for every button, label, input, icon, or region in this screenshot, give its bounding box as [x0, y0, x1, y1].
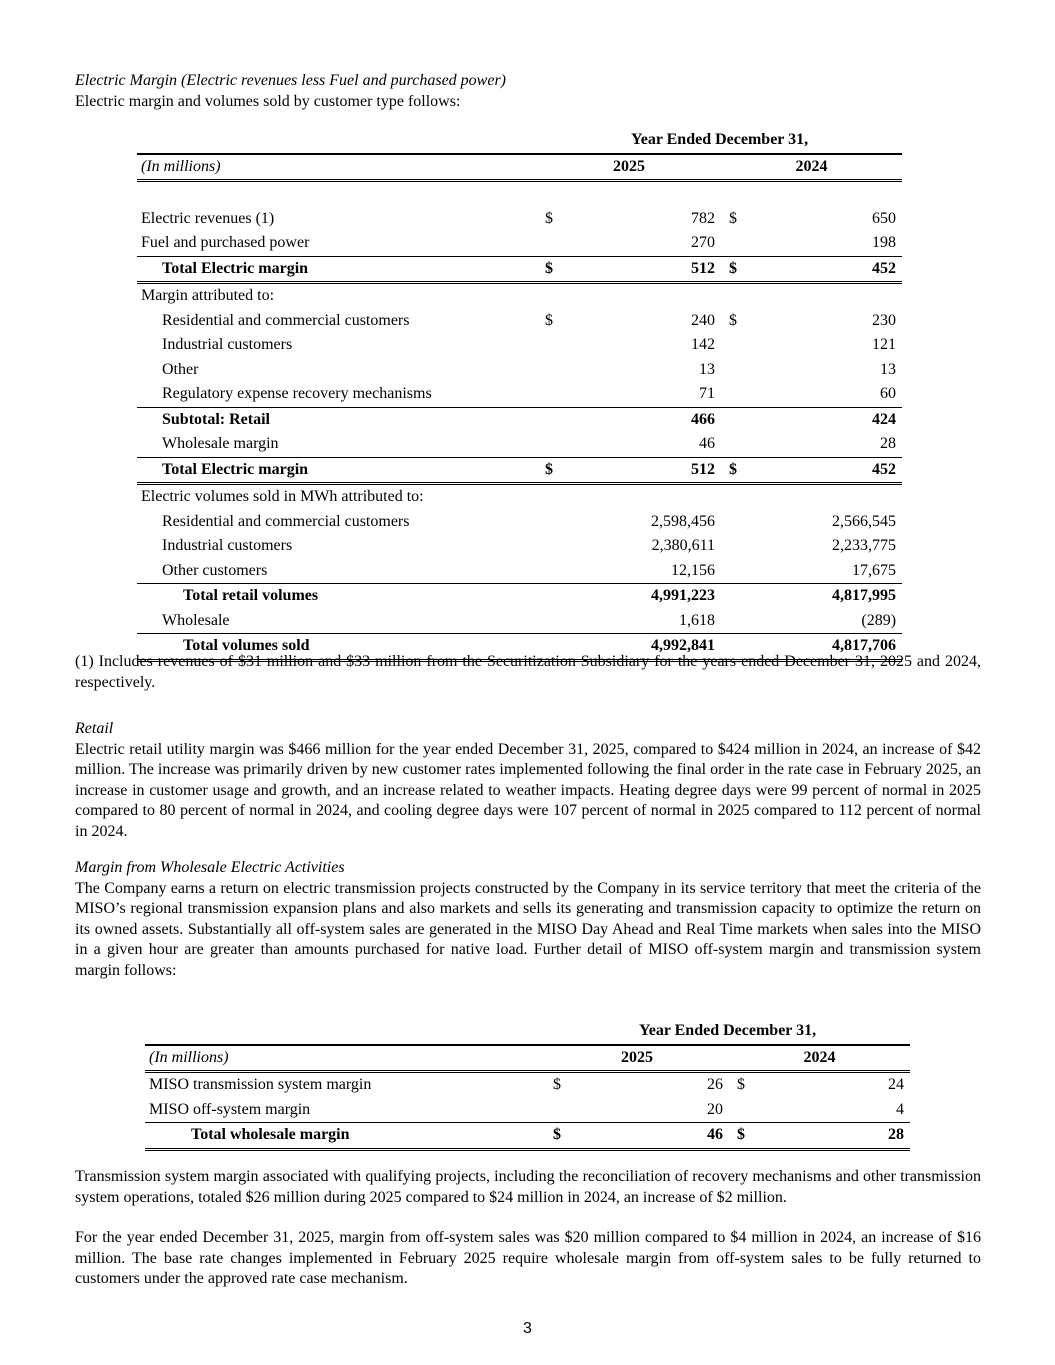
- table-body: [145, 1072, 910, 1150]
- value-prior-year: 452: [741, 256, 902, 283]
- retail-text: Electric retail utility margin was $466 million for the year ended December 31, 2025, compared to $424 million in 2024, an increase of $42 million. The increase was primarily driven by new customer rates implemented following the final order in the rate case in February 2025, an increase in customer usage and growth, and an increase related to weather impacts. Heating degree days were 99 percent of normal in 2025 compared to 80 percent of normal in 2024, and cooling degree days were 107 percent of normal in 2025 compared to 112 percent of normal in 2024.: [75, 740, 981, 840]
- value-current-year: 4,991,223: [557, 584, 721, 609]
- row-label: [137, 181, 537, 207]
- currency-symbol: [537, 358, 557, 383]
- table-row: [137, 510, 902, 535]
- value-current-year: 20: [707, 1100, 723, 1118]
- period-header: Year Ended December 31,: [545, 1019, 910, 1045]
- row-label: Electric volumes sold in MWh attributed to:: [141, 488, 424, 505]
- value-current-year: 512: [557, 457, 721, 484]
- value-prior-year: 28: [880, 435, 897, 452]
- currency-symbol: [721, 584, 741, 609]
- value-prior-year: 4,817,706: [741, 634, 902, 661]
- currency-symbol: [537, 181, 557, 207]
- table-row: [137, 309, 902, 334]
- value-prior-year: 28: [749, 1123, 910, 1150]
- table-row: [137, 283, 902, 309]
- currency-symbol: $: [537, 256, 557, 283]
- value-current-year: 512: [557, 256, 721, 283]
- value-current-year: 2,598,456: [651, 512, 715, 530]
- table-row: [137, 559, 902, 584]
- table-row: [137, 207, 902, 232]
- year-header-1: 2025: [537, 154, 721, 181]
- currency-symbol: [721, 432, 741, 457]
- year-header-1: 2025: [545, 1045, 729, 1072]
- row-label: Other: [162, 360, 199, 378]
- table-row: [137, 609, 902, 634]
- row-label: Total retail volumes: [137, 584, 537, 609]
- row-label: Total Electric margin: [137, 256, 537, 283]
- currency-symbol: [721, 382, 741, 407]
- value-prior-year: [741, 181, 902, 207]
- currency-symbol: [537, 609, 557, 634]
- intro-text: Electric margin and volumes sold by customer type follows:: [75, 92, 461, 110]
- table-row: [145, 1123, 910, 1150]
- currency-symbol: [537, 559, 557, 584]
- currency-symbol: [537, 382, 557, 407]
- currency-symbol: [537, 510, 557, 535]
- table-row: [145, 1072, 910, 1098]
- footnote: (1) Includes revenues of $31 million and $33 million from the Securitization Subsidiary for the years ended December 31, 2025 and 2024, respectively.: [75, 653, 981, 691]
- row-label: Industrial customers: [162, 336, 293, 353]
- currency-symbol: [721, 358, 741, 383]
- value-current-year: 4,992,841: [557, 634, 721, 661]
- row-label: Total volumes sold: [137, 634, 537, 661]
- value-prior-year: (289): [861, 611, 897, 629]
- value-current-year: 71: [699, 385, 715, 402]
- value-prior-year: 2,233,775: [832, 537, 897, 554]
- value-current-year: 782: [691, 209, 715, 227]
- currency-symbol: [721, 283, 741, 309]
- year-header-2: 2024: [729, 1045, 910, 1072]
- row-label: Wholesale margin: [162, 435, 279, 452]
- row-label: Fuel and purchased power: [141, 234, 310, 251]
- value-prior-year: [741, 484, 902, 510]
- row-label: Electric revenues (1): [141, 209, 275, 227]
- wholesale-section: [75, 858, 981, 981]
- period-header: Year Ended December 31,: [537, 128, 902, 154]
- currency-symbol: $: [729, 1123, 749, 1150]
- currency-symbol: [721, 484, 741, 510]
- table-row: [137, 407, 902, 432]
- table-row: [137, 457, 902, 484]
- value-current-year: 142: [691, 336, 715, 353]
- table-row: [137, 534, 902, 559]
- row-label: Margin attributed to:: [141, 287, 275, 304]
- table-row: [137, 584, 902, 609]
- currency-symbol: $: [537, 457, 557, 484]
- value-prior-year: 13: [880, 360, 897, 378]
- value-prior-year: 4: [896, 1100, 905, 1118]
- currency-symbol: [537, 333, 557, 358]
- table-row: [137, 256, 902, 283]
- value-current-year: 270: [691, 234, 715, 251]
- retail-section: [75, 719, 981, 842]
- currency-symbol: $: [729, 209, 737, 227]
- value-prior-year: 4,817,995: [741, 584, 902, 609]
- currency-symbol: [537, 534, 557, 559]
- currency-symbol: [721, 609, 741, 634]
- year-header-2: 2024: [721, 154, 902, 181]
- currency-symbol: [537, 484, 557, 510]
- value-prior-year: 230: [872, 311, 897, 329]
- currency-symbol: $: [545, 1123, 565, 1150]
- wholesale-margin-table: [145, 1019, 910, 1151]
- currency-symbol: [537, 407, 557, 432]
- table-row: [137, 382, 902, 407]
- table-row: [137, 231, 902, 256]
- table-row: [137, 333, 902, 358]
- currency-symbol: $: [729, 311, 737, 329]
- retail-heading: Retail: [75, 720, 114, 737]
- wholesale-heading: Margin from Wholesale Electric Activities: [75, 859, 345, 876]
- value-prior-year: 650: [872, 209, 897, 227]
- transmission-paragraph: Transmission system margin associated with qualifying projects, including the reconciliation of recovery mechanisms and other transmission system operations, totaled $26 million during 2025 compared to $24 million in 2024, an increase of $2 million.: [75, 1168, 981, 1206]
- row-label: Total wholesale margin: [145, 1123, 545, 1150]
- value-current-year: [557, 283, 721, 309]
- value-prior-year: [741, 283, 902, 309]
- currency-symbol: $: [721, 256, 741, 283]
- currency-symbol: [721, 510, 741, 535]
- table-body: [137, 181, 902, 661]
- value-prior-year: 24: [888, 1076, 905, 1093]
- units-label: (In millions): [137, 154, 537, 181]
- value-prior-year: 424: [741, 407, 902, 432]
- table-row: [137, 432, 902, 457]
- value-current-year: 12,156: [671, 561, 715, 579]
- value-prior-year: 121: [872, 336, 897, 353]
- value-prior-year: 198: [872, 234, 897, 251]
- value-prior-year: 17,675: [852, 561, 897, 579]
- value-prior-year: 2,566,545: [832, 512, 897, 530]
- row-label: Regulatory expense recovery mechanisms: [162, 385, 432, 402]
- value-current-year: 13: [699, 360, 715, 378]
- value-current-year: [557, 484, 721, 510]
- currency-symbol: [721, 333, 741, 358]
- currency-symbol: [537, 283, 557, 309]
- value-prior-year: 60: [880, 385, 897, 402]
- electric-margin-table: [137, 128, 902, 662]
- currency-symbol: [721, 407, 741, 432]
- value-current-year: [557, 181, 721, 207]
- currency-symbol: [537, 231, 557, 256]
- intro-heading: Electric Margin (Electric revenues less Fuel and purchased power): [75, 72, 506, 89]
- value-current-year: 2,380,611: [651, 537, 715, 554]
- currency-symbol: [721, 181, 741, 207]
- value-current-year: 240: [691, 311, 715, 329]
- currency-symbol: [721, 559, 741, 584]
- table-row: [137, 358, 902, 383]
- row-label: Subtotal: Retail: [137, 407, 537, 432]
- currency-symbol: $: [737, 1076, 745, 1093]
- value-current-year: 46: [565, 1123, 729, 1150]
- units-label: (In millions): [145, 1045, 545, 1072]
- row-label: Wholesale: [162, 611, 230, 629]
- currency-symbol: $: [545, 311, 553, 329]
- value-current-year: 46: [699, 435, 715, 452]
- row-label: Residential and commercial customers: [162, 512, 410, 530]
- currency-symbol: [721, 534, 741, 559]
- offsystem-paragraph: For the year ended December 31, 2025, margin from off-system sales was $20 million compared to $4 million in 2024, an increase of $16 million. The base rate changes implemented in February 2025 require wholesale margin from off-system sales to be fully returned to customers under the approved rate case mechanism.: [75, 1229, 981, 1287]
- row-label: Other customers: [162, 561, 268, 579]
- page-number: 3: [523, 1320, 532, 1337]
- table-row: [137, 181, 902, 207]
- currency-symbol: $: [553, 1076, 561, 1093]
- table-row: [145, 1098, 910, 1123]
- currency-symbol: $: [545, 209, 553, 227]
- value-prior-year: 452: [741, 457, 902, 484]
- currency-symbol: [729, 1098, 749, 1123]
- row-label: Total Electric margin: [137, 457, 537, 484]
- value-current-year: 466: [557, 407, 721, 432]
- currency-symbol: [537, 432, 557, 457]
- row-label: MISO transmission system margin: [149, 1076, 372, 1093]
- currency-symbol: [545, 1098, 565, 1123]
- row-label: MISO off-system margin: [149, 1100, 311, 1118]
- currency-symbol: $: [721, 457, 741, 484]
- value-current-year: 1,618: [679, 611, 715, 629]
- currency-symbol: [721, 231, 741, 256]
- wholesale-text: The Company earns a return on electric transmission projects constructed by the Company in its service territory that meet the criteria of the MISO’s regional transmission expansion plans and also markets and sells its generating and transmission capacity to optimize the return on its owned assets. Substantially all off-system sales are generated in the MISO Day Ahead and Real Time markets when sales into the MISO in a given hour are greater than amounts purchased for native load. Further detail of MISO off-system margin and transmission system margin follows:: [75, 879, 981, 979]
- table-row: [137, 484, 902, 510]
- row-label: Industrial customers: [162, 537, 293, 554]
- row-label: Residential and commercial customers: [162, 311, 410, 329]
- value-current-year: 26: [707, 1076, 723, 1093]
- currency-symbol: [537, 584, 557, 609]
- intro-section: [75, 71, 981, 112]
